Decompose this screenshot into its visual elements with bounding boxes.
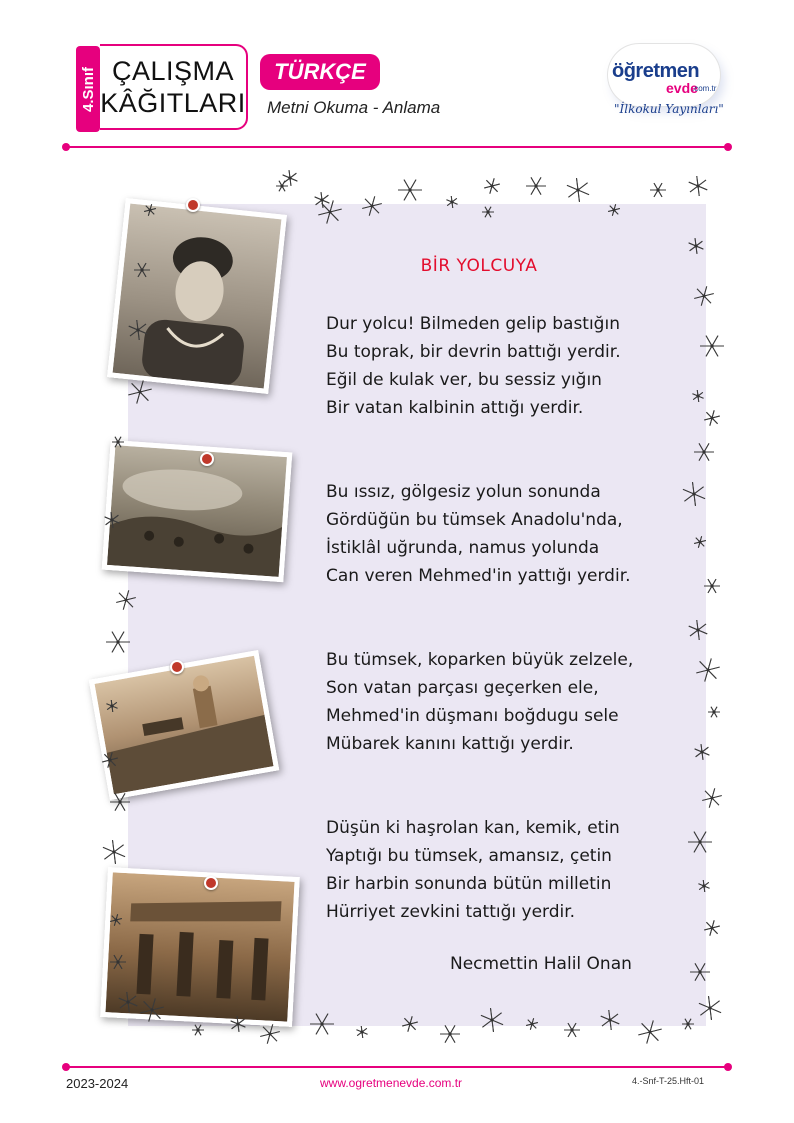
- logo-domain: .com.tr: [692, 84, 717, 93]
- poem-title: BİR YOLCUYA: [420, 256, 538, 276]
- footer-divider: [66, 1066, 728, 1068]
- snowflake-star-icon: [650, 183, 666, 197]
- poem-stanza-3: [326, 646, 633, 758]
- poem-line: Eğil de kulak ver, bu sessiz yığın: [326, 370, 602, 390]
- battlefield-illustration-3: [105, 872, 294, 1021]
- poem-line: Can veren Mehmed'in yattığı yerdir.: [326, 566, 631, 586]
- worksheet-title-box: [100, 44, 248, 130]
- poem-line: Bu ıssız, gölgesiz yolun sonunda: [326, 482, 601, 502]
- topic-subtitle: Metni Okuma - Anlama: [267, 98, 441, 117]
- pushpin-icon: [200, 452, 214, 466]
- snowflake-star-icon: [356, 1026, 367, 1038]
- logo-brand-part1: öğretmen: [612, 60, 700, 82]
- poem-stanza-4: [326, 814, 620, 926]
- grade-tab: [76, 46, 100, 132]
- poem-line: Yaptığı bu tümsek, amansız, çetin: [326, 846, 612, 866]
- poem-line: Bir harbin sonunda bütün milletin: [326, 874, 612, 894]
- snowflake-star-icon: [103, 840, 125, 864]
- snowflake-star-icon: [192, 1025, 204, 1035]
- worksheet-title-line2: KÂĞITLARI: [100, 88, 246, 118]
- pushpin-icon: [170, 660, 184, 674]
- snowflake-star-icon: [260, 1024, 279, 1043]
- footer-website-link[interactable]: www.ogretmenevde.com.tr: [320, 1076, 463, 1090]
- battlefield-illustration-1: [107, 445, 287, 577]
- snowflake-star-icon: [567, 178, 589, 202]
- logo-brand-part2: evde: [666, 80, 698, 96]
- footer-year: 2023-2024: [66, 1076, 129, 1091]
- battlefield-photo-1: [102, 440, 293, 582]
- snowflake-star-icon: [708, 707, 720, 717]
- battlefield-illustration-2: [95, 656, 274, 794]
- header-divider: [66, 146, 728, 148]
- snowflake-star-icon: [398, 180, 422, 201]
- worksheet-title-line1: ÇALIŞMA: [111, 56, 235, 86]
- subject-label: TÜRKÇE: [274, 59, 366, 84]
- snowflake-star-icon: [704, 410, 720, 425]
- poem-line: Mübarek kanını kattığı yerdir.: [326, 734, 574, 754]
- snowflake-star-icon: [526, 177, 546, 194]
- logo-tagline: "İlkokul Yayınları": [614, 102, 724, 116]
- portrait-illustration: [113, 204, 282, 389]
- poem-line: Gördüğün bu tümsek Anadolu'nda,: [326, 510, 623, 530]
- portrait-photo: [107, 198, 287, 394]
- snowflake-star-icon: [689, 176, 707, 196]
- snowflake-star-icon: [106, 632, 130, 653]
- snowflake-star-icon: [704, 579, 720, 593]
- snowflake-star-icon: [283, 170, 298, 186]
- subject-badge: [260, 54, 380, 90]
- pushpin-icon: [204, 876, 218, 890]
- poem-line: Son vatan parçası geçerken ele,: [326, 678, 599, 698]
- snowflake-star-icon: [484, 178, 500, 193]
- worksheet-header: [0, 0, 794, 160]
- poem-line: Bu toprak, bir devrin battığı yerdir.: [326, 342, 621, 362]
- poem-line: Bu tümsek, koparken büyük zelzele,: [326, 650, 634, 670]
- battlefield-photo-3: [100, 867, 300, 1027]
- poem-line: İstiklâl uğrunda, namus yolunda: [326, 538, 600, 558]
- snowflake-star-icon: [704, 920, 720, 935]
- snowflake-star-icon: [276, 181, 288, 191]
- poem-line: Hürriyet zevkini tattığı yerdir.: [326, 902, 576, 922]
- poem-stanza-2: [326, 478, 631, 590]
- poem-author: Necmettin Halil Onan: [450, 954, 632, 974]
- poem-line: Dur yolcu! Bilmeden gelip bastığın: [326, 314, 620, 334]
- poem-stanza-1: [326, 310, 621, 422]
- poem-line: Mehmed'in düşmanı boğdugu sele: [326, 706, 619, 726]
- snowflake-star-icon: [440, 1025, 460, 1042]
- publisher-logo: [600, 40, 730, 136]
- footer-code: 4.-Snf-T-25.Hft-01: [632, 1076, 705, 1086]
- poem-line: Bir vatan kalbinin attığı yerdir.: [326, 398, 584, 418]
- pushpin-icon: [186, 198, 200, 212]
- grade-label: 4.Sınıf: [79, 66, 97, 112]
- poem-line: Düşün ki haşrolan kan, kemik, etin: [326, 818, 620, 838]
